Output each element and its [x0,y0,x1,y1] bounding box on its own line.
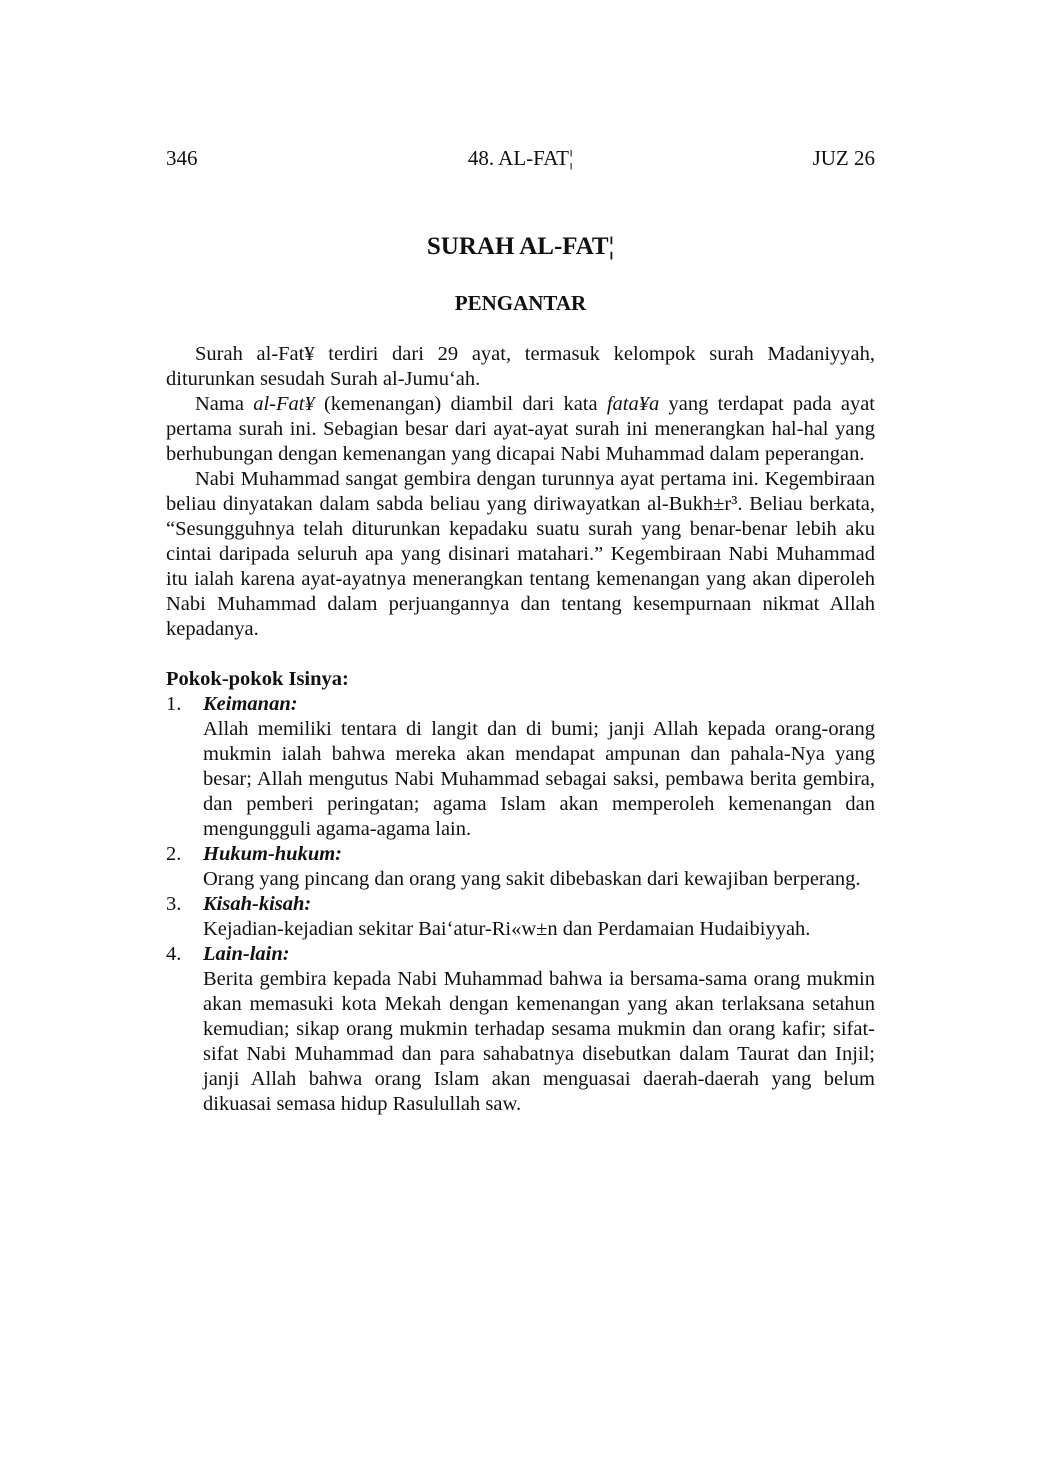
item-heading: Kisah-kisah: [203,893,312,915]
item-text: Kejadian-kejadian sekitar Bai‘atur-Ri«w±n dan Perdamaian Hudaibiyyah. [203,918,811,940]
intro-p2-text-c: (kemenangan) diambil dari kata [314,393,607,415]
contents-heading: Pokok-pokok Isinya: [166,668,349,690]
list-item [166,842,875,892]
list-item [166,942,875,1117]
document-body [166,342,875,1117]
intro-p2-text-a: Nama [195,393,254,415]
intro-paragraph-2 [166,392,875,467]
chapter-header: 48. AL-FAT¦ [467,146,574,170]
item-heading: Hukum-hukum: [203,843,342,865]
list-item [166,892,875,942]
contents-list [166,692,875,1117]
item-text: Allah memiliki tentara di langit dan di bumi; janji Allah kepada orang-orang mukmin ialah bahwa mereka akan mendapat ampunan dan pahala-Nya yang besar; Allah mengutus Nabi Muhammad sebagai saksi, pembawa berita gembira, dan pemberi peringatan; agama Islam akan memperoleh kemenangan dan mengungguli agama-agama lain. [203,718,875,840]
intro-p2-term-fataha: fata¥a [606,393,660,415]
list-item [166,692,875,842]
item-number: 3. [166,893,182,915]
running-header [166,146,875,174]
surah-title: SURAH AL-FAT¦ [426,233,615,260]
juz-label: JUZ 26 [812,146,875,170]
intro-paragraph-1: Surah al-Fat¥ terdiri dari 29 ayat, termasuk kelompok surah Madaniyyah, diturunkan sesudah Surah al-Jumu‘ah. [166,343,875,390]
item-heading: Lain-lain: [203,943,290,965]
section-subtitle: PENGANTAR [454,291,587,315]
item-text: Berita gembira kepada Nabi Muhammad bahwa ia bersama-sama orang mukmin akan memasuki kota Mekah dengan kemenangan yang akan terlaksana setahun kemudian; sikap orang mukmin terhadap sesama mukmin dan orang kafir; sifat-sifat Nabi Muhammad dan para sahabatnya disebutkan dalam Taurat dan Injil; janji Allah bahwa orang Islam akan menguasai daerah-daerah yang belum dikuasai semasa hidup Rasulullah saw. [203,968,875,1115]
intro-p2-text-e: yang terdapat pada ayat pertama surah ini. Sebagian besar dari ayat-ayat surah ini menerangkan hal-hal yang berhubungan dengan kemenangan yang dicapai Nabi Muhammad dalam peperangan. [166,393,875,465]
item-text: Orang yang pincang dan orang yang sakit dibebaskan dari kewajiban berperang. [203,868,861,890]
item-number: 1. [166,693,182,715]
intro-paragraph-3: Nabi Muhammad sangat gembira dengan turunnya ayat pertama ini. Kegembiraan beliau dinyatakan dalam sabda beliau yang diriwayatkan al-Bukh±r³. Beliau berkata, “Sesungguhnya telah diturunkan kepadaku suatu surah yang benar-benar lebih aku cintai daripada seluruh apa yang disinari matahari.” Kegembiraan Nabi Muhammad itu ialah karena ayat-ayatnya menerangkan tentang kemenangan yang akan diperoleh Nabi Muhammad dalam perjuangannya dan tentang kesempurnaan nikmat Allah kepadanya. [166,468,875,640]
spacer [166,642,875,667]
item-number: 2. [166,843,182,865]
item-heading: Keimanan: [203,693,298,715]
item-number: 4. [166,943,182,965]
page-number: 346 [166,146,198,170]
intro-p2-term-alfath: al-Fat¥ [253,393,315,415]
